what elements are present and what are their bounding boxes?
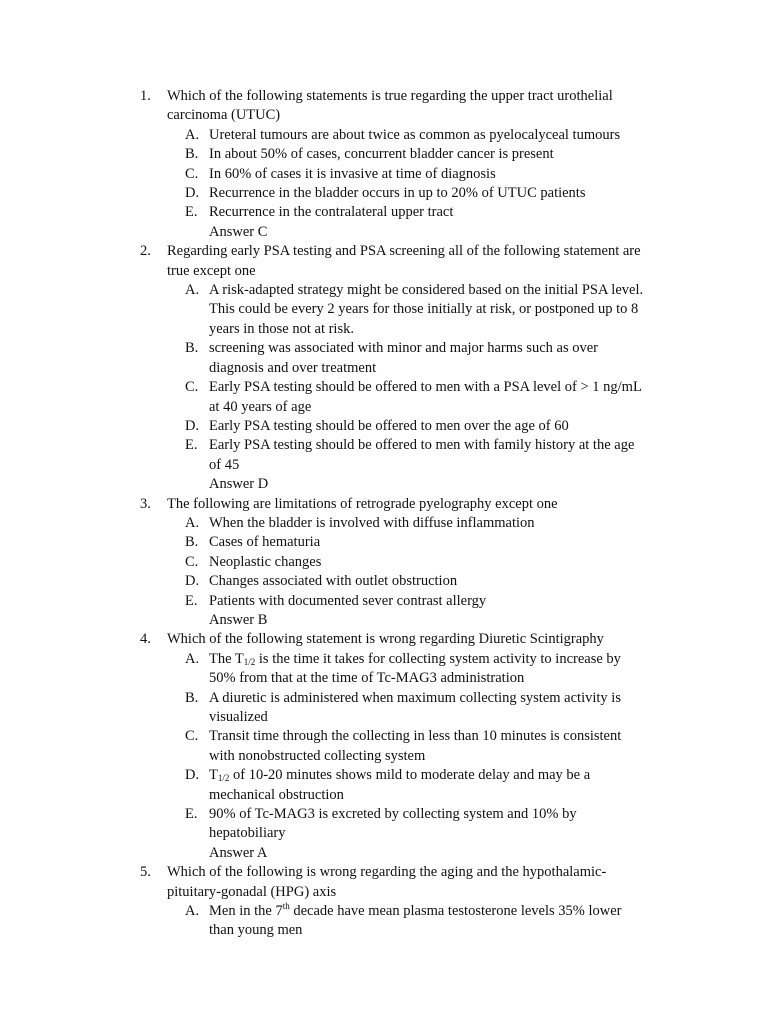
option-letter: A. [185, 282, 200, 299]
option-letter: D. [185, 573, 200, 590]
option-letter: E. [185, 437, 198, 454]
option-text-body: Early PSA testing should be offered to men with family history at the age of 45 [209, 437, 635, 473]
option-text [209, 553, 649, 572]
question-number: 4. [140, 631, 151, 648]
option-text-prefix: The T [209, 650, 244, 667]
answer-option [0, 553, 768, 572]
subscript: 1/2 [217, 773, 230, 784]
option-text-prefix: Men in the 7 [209, 903, 283, 920]
option-text [209, 533, 649, 552]
answer-option [0, 592, 768, 611]
answer-option [0, 805, 768, 844]
option-letter: C. [185, 553, 199, 570]
answer-option [0, 165, 768, 184]
question-number: 5. [140, 864, 151, 881]
question-item [0, 630, 768, 649]
option-text [209, 165, 649, 184]
option-text-body: screening was associated with minor and major harms such as over diagnosis and over treatment [209, 340, 598, 376]
answer-key: Answer D [209, 476, 269, 493]
option-text-body: Ureteral tumours are about twice as common as pyelocalyceal tumours [209, 126, 621, 143]
option-text-body: Recurrence in the contralateral upper tract [209, 204, 454, 221]
option-letter: A. [185, 514, 200, 531]
option-text-body: is the time it takes for collecting system activity to increase by 50% from that at the time of Tc-MAG3 administration [209, 650, 621, 687]
option-text [209, 727, 649, 766]
option-text-body: Recurrence in the bladder occurs in up to 20% of UTUC patients [209, 185, 586, 202]
option-text [209, 378, 649, 417]
question-item [0, 863, 768, 902]
option-text-body: Early PSA testing should be offered to men with a PSA level of > 1 ng/mL at 40 years of age [209, 379, 642, 415]
answer-option [0, 689, 768, 728]
superscript: th [282, 901, 290, 912]
option-text [209, 339, 649, 378]
option-letter: A. [185, 903, 200, 920]
option-letter: B. [185, 146, 199, 163]
answer-option [0, 436, 768, 475]
option-text [209, 184, 649, 203]
option-letter: A. [185, 126, 200, 143]
question-item [0, 495, 768, 514]
question-text: Which of the following statements is true regarding the upper tract urothelial carcinoma (UTUC) [167, 88, 613, 124]
option-text-body: decade have mean plasma testosterone levels 35% lower than young men [209, 903, 622, 939]
option-text-body: Early PSA testing should be offered to men over the age of 60 [209, 417, 569, 434]
answer-key: Answer A [209, 844, 268, 861]
option-text-body: of 10-20 minutes shows mild to moderate delay and may be a mechanical obstruction [209, 767, 591, 803]
answer-option [0, 727, 768, 766]
option-text-body: In 60% of cases it is invasive at time of diagnosis [209, 165, 496, 182]
answer-option [0, 417, 768, 436]
question-number: 3. [140, 495, 151, 512]
option-text-body: Changes associated with outlet obstruction [209, 573, 458, 590]
option-text [209, 417, 649, 436]
answer-option [0, 378, 768, 417]
option-text [209, 145, 649, 164]
question-text: Which of the following is wrong regarding the aging and the hypothalamic-pituitary-gonadal (HPG) axis [167, 864, 607, 900]
answer-option [0, 572, 768, 591]
answer-key: Answer C [209, 223, 268, 240]
option-text-body: 90% of Tc-MAG3 is excreted by collecting system and 10% by hepatobiliary [209, 806, 577, 842]
option-text [209, 514, 649, 533]
option-text [209, 766, 649, 805]
option-text [209, 650, 649, 689]
option-text-body: Neoplastic changes [209, 553, 322, 570]
option-text [209, 689, 649, 728]
question-number: 2. [140, 243, 151, 260]
option-letter: E. [185, 592, 198, 609]
question-text: Regarding early PSA testing and PSA screening all of the following statement are true except one [167, 243, 641, 279]
option-letter: E. [185, 204, 198, 221]
answer-option [0, 339, 768, 378]
answer-option [0, 281, 768, 339]
option-text [209, 572, 649, 591]
option-letter: E. [185, 806, 198, 823]
option-text-body: When the bladder is involved with diffuse inflammation [209, 514, 535, 531]
option-letter: D. [185, 185, 200, 202]
option-letter: C. [185, 379, 199, 396]
option-text [209, 203, 649, 222]
answer-option [0, 184, 768, 203]
option-text-body: A risk-adapted strategy might be considered based on the initial PSA level. This could be every 2 years for those initially at risk, or postponed up to 8 years in those not at risk. [209, 282, 644, 337]
option-text [209, 436, 649, 475]
option-letter: B. [185, 340, 199, 357]
option-text [209, 592, 649, 611]
option-letter: C. [185, 165, 199, 182]
answer-option [0, 766, 768, 805]
answer-option [0, 203, 768, 222]
question-item [0, 242, 768, 281]
option-text [209, 281, 649, 339]
option-letter: B. [185, 534, 199, 551]
option-letter: A. [185, 650, 200, 667]
option-letter: C. [185, 728, 199, 745]
subscript: 1/2 [243, 656, 256, 667]
option-text [209, 805, 649, 844]
answer-option [0, 145, 768, 164]
question-number: 1. [140, 88, 151, 104]
option-letter: D. [185, 767, 200, 784]
option-text-body: A diuretic is administered when maximum collecting system activity is visualized [209, 689, 621, 725]
question-text: Which of the following statement is wrong regarding Diuretic Scintigraphy [167, 631, 604, 648]
option-text-body: Transit time through the collecting in less than 10 minutes is consistent with nonobstructed collecting system [209, 728, 622, 764]
option-letter: B. [185, 689, 199, 706]
option-letter: D. [185, 417, 200, 434]
answer-option [0, 533, 768, 552]
answer-option [0, 650, 768, 689]
answer-option [0, 514, 768, 533]
option-text [209, 126, 649, 145]
option-text-prefix: T [209, 767, 218, 784]
question-item [0, 87, 768, 126]
answer-option [0, 902, 768, 941]
document-page [0, 87, 768, 941]
option-text-body: Cases of hematuria [209, 534, 321, 551]
question-text: The following are limitations of retrograde pyelography except one [167, 495, 558, 512]
answer-option [0, 126, 768, 145]
answer-key: Answer B [209, 611, 268, 628]
option-text-body: In about 50% of cases, concurrent bladder cancer is present [209, 146, 554, 163]
option-text [209, 902, 649, 941]
option-text-body: Patients with documented sever contrast allergy [209, 592, 487, 609]
